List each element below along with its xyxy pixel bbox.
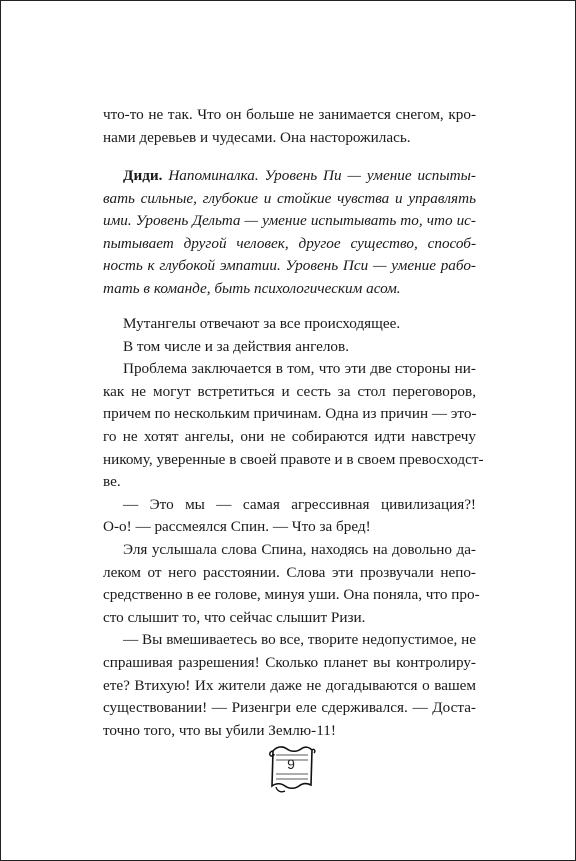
text-line: ность к глубокой эмпатии. Уровень Пси — умение рабо- [103,257,476,275]
text-line: вать сильные, глубокие и стойкие чувства и управлять [103,189,476,207]
text-line: как не могут встретиться и сесть за стол переговоров, [103,382,476,400]
text-line: существовании! — Ризенгри еле сдерживался. — Доста- [103,699,476,717]
text-line: леком от него расстоянии. Слова эти прозвучали непо- [103,563,476,581]
text-line: В том числе и за действия ангелов. [123,337,349,355]
text-line: — Это мы — самая агрессивная цивилизация?! [123,495,476,513]
text-line: ете? Втихую! Их жители даже не догадываются о вашем [103,676,476,694]
text-line: тать в команде, быть психологическим асом. [103,279,401,297]
text-line: причем по нескольким причинам. Одна из причин — это- [103,405,477,423]
page-number-ornament [267,743,317,799]
text-line [103,165,476,188]
note-speaker: Диди. [123,167,163,184]
text-line: Проблема заключается в том, что эти две стороны ни- [123,360,476,378]
reminder-note [103,165,476,301]
text-line: никому, уверенные в своей правоте и в своем превосходст- [103,450,484,468]
text-line: ими. Уровень Дельта — умение испытывать то, что ис- [103,212,476,230]
main-text [103,313,484,742]
text-line: — Вы вмешиваетесь во все, творите недопустимое, не [123,631,476,649]
page-number: 9 [287,756,295,772]
text-line: спрашивая разрешения! Сколько планет вы контролиру- [103,653,476,671]
text-line: ве. [103,473,121,491]
text-line: О-о! — рассмеялся Спин. — Что за бред! [103,518,371,536]
text-line: точно того, что вы убили Землю-11! [103,721,336,739]
text-line: нами деревьев и чудесами. Она насторожилась. [103,128,411,146]
text-line: го не хотят ангелы, они не собираются идти навстречу [103,427,476,445]
note-text: Напоминалка. Уровень Пи — умение испыты- [168,167,476,184]
text-line: Мутангелы отвечают за все происходящее. [123,315,401,332]
text-line: Эля услышала слова Спина, находясь на довольно да- [123,540,476,558]
text-line: средственно в ее голове, минуя уши. Она поняла, что про- [103,586,480,604]
text-line: что-то не так. Что он больше не занимается снегом, кро- [103,106,476,123]
text-line: сто слышит то, что сейчас слышит Ризи. [103,608,366,626]
text-line: пытывает другой человек, другое существо, способ- [103,234,476,252]
paragraph-continuation [103,104,476,149]
